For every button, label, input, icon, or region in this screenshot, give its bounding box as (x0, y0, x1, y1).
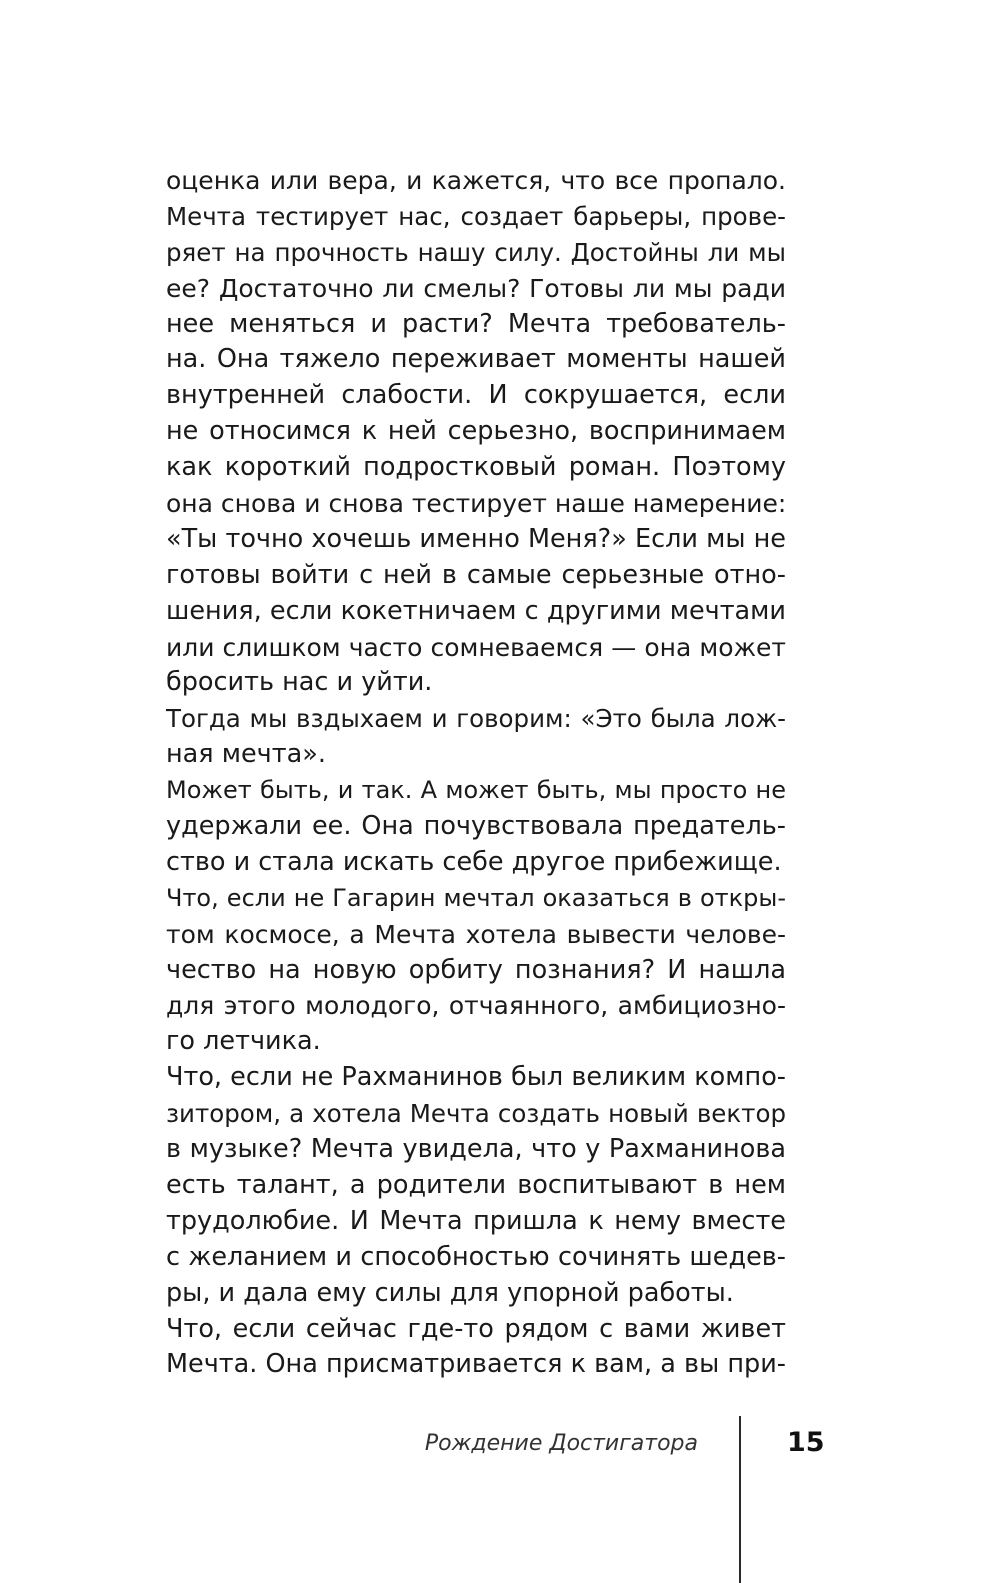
text-line: на. Она тяжело переживает моменты нашей (166, 344, 786, 375)
text-line: она снова и снова тестирует наше намерение: (166, 489, 787, 519)
text-line: шения, если кокетничаем с другими мечтами (166, 595, 786, 626)
text-line: Что, если не Гагарин мечтал оказаться в откры- (166, 883, 786, 912)
text-line: Может быть, и так. А может быть, мы просто не (166, 776, 786, 805)
text-line: удержали ее. Она почувствовала предатель- (166, 811, 786, 842)
text-line: для этого молодого, отчаянного, амбициозно- (166, 991, 786, 1021)
text-line: Что, если не Рахманинов был великим компо- (166, 1062, 786, 1093)
page-number: 15 (787, 1427, 825, 1458)
text-line: ряет на прочность нашу силу. Достойны ли мы (166, 237, 786, 267)
text-line: внутренней слабости. И сокрушается, если (166, 380, 786, 411)
text-line: оценка или вера, и кажется, что все пропало. (166, 166, 786, 195)
text-line: зитором, а хотела Мечта создать новый вектор (166, 1099, 786, 1129)
text-line: не относимся к ней серьезно, воспринимаем (166, 416, 786, 447)
running-footer-book-title: Рождение Достигатора (424, 1431, 698, 1456)
text-line: го летчика. (166, 1026, 321, 1057)
footer-divider (739, 1416, 741, 1583)
text-line: том космосе, а Мечта хотела вывести челове- (166, 919, 786, 949)
text-line: Тогда мы вздыхаем и говорим: «Это была лож- (166, 704, 786, 734)
text-line: ная мечта». (166, 739, 326, 770)
text-line: бросить нас и уйти. (166, 667, 433, 698)
text-line: ры, и дала ему силы для упорной работы. (166, 1277, 734, 1308)
text-line: ство и стала искать себе другое прибежище. (166, 846, 782, 877)
text-line: трудолюбие. И Мечта пришла к нему вместе (166, 1205, 786, 1236)
text-line: в музыке? Мечта увидела, что у Рахманинова (166, 1134, 786, 1165)
body-text (166, 163, 786, 1383)
text-line: как короткий подростковый роман. Поэтому (166, 452, 786, 483)
text-line: Мечта. Она присматривается к вам, а вы при- (166, 1349, 786, 1380)
text-line: есть талант, а родители воспитывают в нем (166, 1169, 786, 1200)
text-line: чество на новую орбиту познания? И нашла (166, 954, 786, 985)
text-line: готовы войти с ней в самые серьезные отно- (166, 559, 786, 590)
text-line: или слишком часто сомневаемся — она может (166, 632, 786, 662)
text-line: нее меняться и расти? Мечта требователь- (166, 308, 786, 339)
text-line: ее? Достаточно ли смелы? Готовы ли мы ради (166, 273, 786, 303)
text-line: «Ты точно хочешь именно Меня?» Если мы не (166, 523, 786, 554)
text-line: Что, если сейчас где-то рядом с вами живет (166, 1313, 786, 1344)
text-line: Мечта тестирует нас, создает барьеры, прове- (166, 201, 786, 231)
text-line: с желанием и способностью сочинять шедев- (166, 1241, 786, 1272)
